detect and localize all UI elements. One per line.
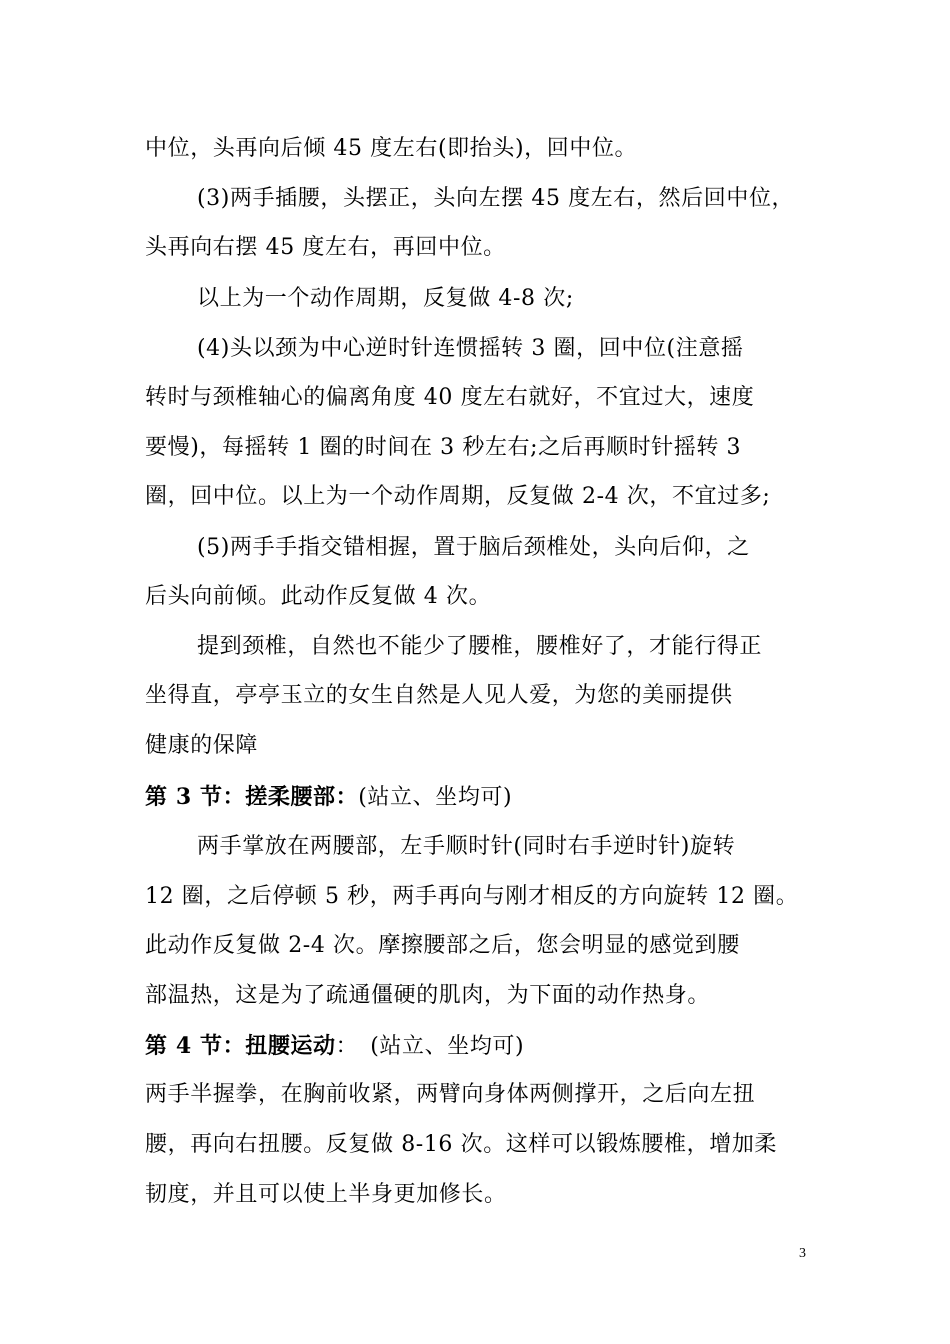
paragraph-line: 提到颈椎，自然也不能少了腰椎，腰椎好了，才能行得正 — [197, 634, 763, 659]
paragraph-line: 中位，头再向后倾 45 度左右(即抬头)，回中位。 — [145, 136, 638, 161]
section-4-title: 第 4 节：扭腰运动 — [145, 1033, 336, 1059]
paragraph-line: 健康的保障 — [145, 733, 259, 758]
paragraph-line: (4)头以颈为中心逆时针连惯摇转 3 圈，回中位(注意摇 — [197, 336, 744, 361]
paragraph-line: 圈，回中位。以上为一个动作周期，反复做 2-4 次，不宜过多; — [145, 484, 771, 509]
section-4-line: 腰，再向右扭腰。反复做 8-16 次。这样可以锻炼腰椎，增加柔 — [145, 1132, 778, 1157]
paragraph-line: 转时与颈椎轴心的偏离角度 40 度左右就好，不宜过大，速度 — [145, 385, 755, 410]
section-3-line: 12 圈，之后停顿 5 秒，两手再向与刚才相反的方向旋转 12 圈。 — [145, 884, 799, 909]
section-3-line: 此动作反复做 2-4 次。摩擦腰部之后，您会明显的感觉到腰 — [145, 933, 740, 958]
paragraph-line: 要慢)，每摇转 1 圈的时间在 3 秒左右;之后再顺时针摇转 3 — [145, 435, 742, 460]
section-3-heading — [145, 782, 815, 813]
section-4-heading — [145, 1031, 815, 1062]
paragraph-line: 头再向右摆 45 度左右，再回中位。 — [145, 235, 506, 260]
section-3-title: 第 3 节：搓柔腰部： — [145, 784, 359, 810]
section-4-line: 两手半握拳，在胸前收紧，两臂向身体两侧撑开，之后向左扭 — [145, 1082, 756, 1107]
section-4-note: (站立、坐均可) — [370, 1034, 525, 1059]
section-3-line: 部温热，这是为了疏通僵硬的肌肉，为下面的动作热身。 — [145, 983, 711, 1008]
section-3-note: (站立、坐均可) — [358, 785, 513, 810]
paragraph-line: (5)两手手指交错相握，置于脑后颈椎处，头向后仰，之 — [197, 535, 750, 560]
paragraph-line: 坐得直，亭亭玉立的女生自然是人见人爱，为您的美丽提供 — [145, 683, 733, 708]
paragraph-line: (3)两手插腰，头摆正，头向左摆 45 度左右，然后回中位， — [197, 186, 795, 211]
section-4-colon: ： — [335, 1034, 359, 1059]
paragraph-line: 以上为一个动作周期，反复做 4-8 次; — [197, 286, 574, 311]
paragraph-line: 后头向前倾。此动作反复做 4 次。 — [145, 584, 492, 609]
section-4-line: 韧度，并且可以使上半身更加修长。 — [145, 1182, 507, 1207]
section-3-line: 两手掌放在两腰部，左手顺时针(同时右手逆时针)旋转 — [197, 834, 736, 859]
page-number: 3 — [799, 1246, 806, 1261]
